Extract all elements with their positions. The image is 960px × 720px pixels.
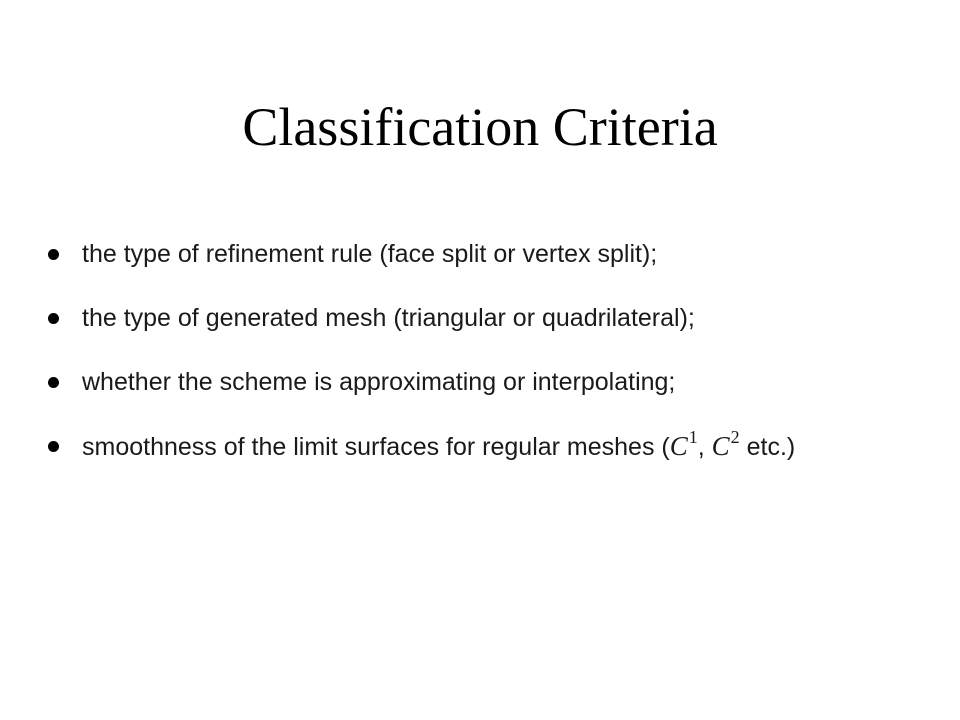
bullet-list <box>48 236 928 492</box>
bullet-icon <box>48 249 59 260</box>
bullet-text: the type of generated mesh (triangular or quadrilateral); <box>82 304 695 332</box>
bullet-text <box>82 428 795 467</box>
bullet-text: the type of refinement rule (face split or vertex split); <box>82 240 658 268</box>
math-variable: C <box>669 431 688 461</box>
bullet-text-before: smoothness of the limit surfaces for regular meshes ( <box>82 433 670 461</box>
bullet-icon <box>48 441 59 452</box>
math-superscript: 1 <box>688 427 698 447</box>
math-separator: , <box>697 433 712 461</box>
list-item <box>48 364 928 428</box>
bullet-text-after: etc.) <box>739 433 796 461</box>
list-item <box>48 236 928 300</box>
bullet-text: whether the scheme is approximating or interpolating; <box>82 368 676 396</box>
slide-title: Classification Criteria <box>242 97 718 157</box>
list-item <box>48 428 928 492</box>
bullet-icon <box>48 313 59 324</box>
bullet-icon <box>48 377 59 388</box>
math-variable: C <box>711 431 730 461</box>
list-item <box>48 300 928 364</box>
math-superscript: 2 <box>730 427 740 447</box>
